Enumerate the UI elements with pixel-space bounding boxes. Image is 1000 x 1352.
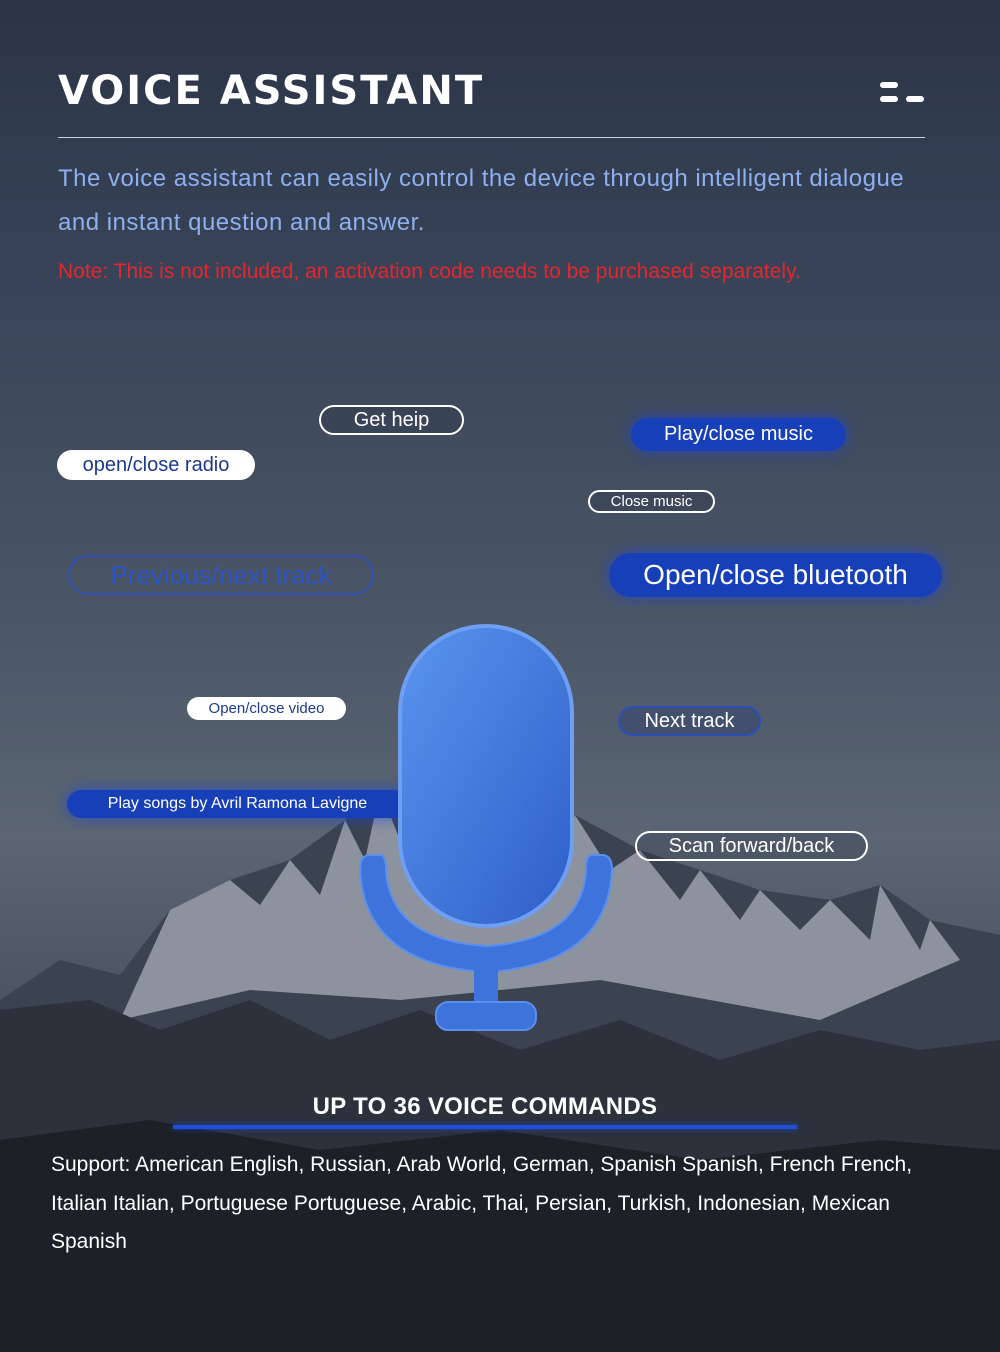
command-get-help: Get heip [319, 405, 464, 435]
command-play-close-music: Play/close music [631, 418, 846, 451]
page-title: VOICE ASSISTANT [58, 68, 485, 114]
menu-icon[interactable] [878, 82, 926, 104]
command-next-track: Next track [618, 706, 761, 736]
command-open-close-bluetooth: Open/close bluetooth [609, 553, 942, 597]
microphone-icon [340, 620, 640, 1040]
command-play-songs: Play songs by Avril Ramona Lavigne [67, 790, 408, 818]
title-divider [58, 137, 925, 138]
purchase-note: Note: This is not included, an activation code needs to be purchased separately. [58, 260, 801, 283]
command-open-close-radio: open/close radio [57, 450, 255, 480]
command-previous-next-track: Previous/next track [68, 555, 374, 595]
command-open-close-video: Open/close video [187, 697, 346, 720]
heading-underline [173, 1125, 797, 1129]
language-support: Support: American English, Russian, Arab World, German, Spanish Spanish, French French, Italian Italian, Portuguese Portuguese, Arabic, Thai, Persian, Turkish, Indonesian, Mexican Spanish [51, 1153, 913, 1253]
intro-description: The voice assistant can easily control the device through intelligent dialogue and instant question and answer. [58, 165, 905, 236]
command-close-music: Close music [588, 490, 715, 513]
command-scan-forward-back: Scan forward/back [635, 831, 868, 861]
commands-heading: UP TO 36 VOICE COMMANDS [312, 1093, 658, 1120]
